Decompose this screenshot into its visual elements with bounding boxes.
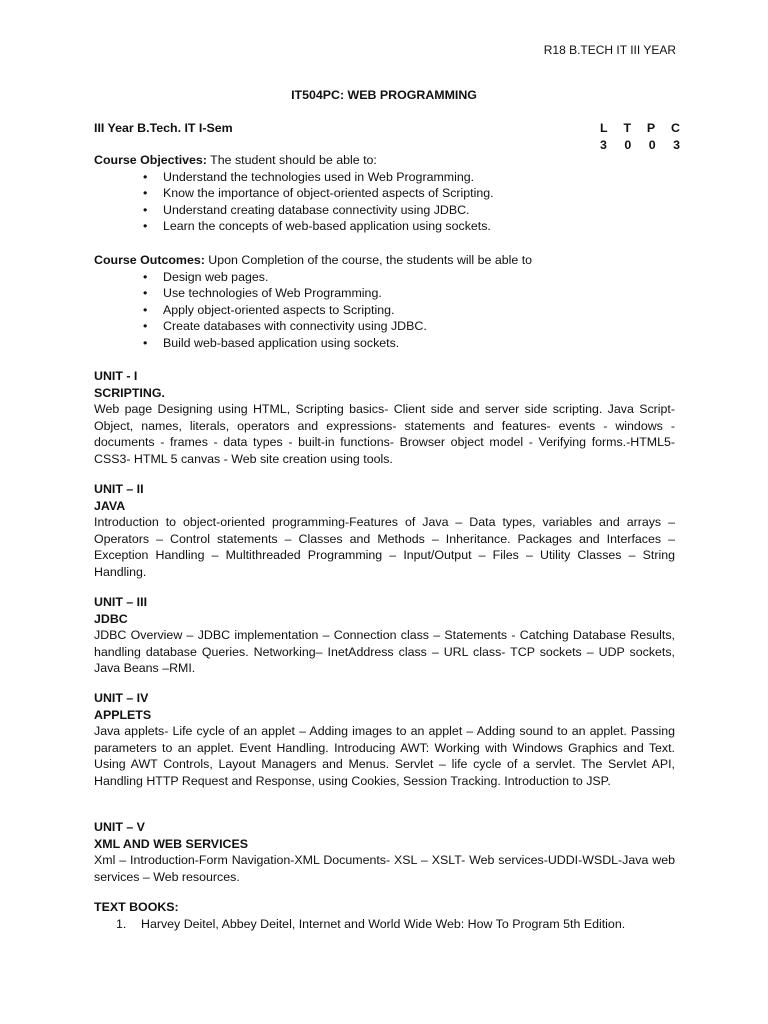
unit-label: UNIT – II bbox=[94, 482, 144, 496]
ltpc-label-p: P bbox=[646, 121, 656, 135]
year-semester: III Year B.Tech. IT I-Sem bbox=[94, 121, 233, 135]
unit-4 bbox=[94, 690, 675, 790]
list-item: • Design web pages. bbox=[94, 269, 675, 286]
page-header: R18 B.TECH IT III YEAR bbox=[543, 43, 676, 57]
unit-name: JAVA bbox=[94, 498, 126, 513]
unit-body: Java applets- Life cycle of an applet – Adding images to an applet – Adding sound to an applet. Passing parameters to an applet. Event Handling. Introducing AWT: Working with Windows Graphics and Text. Using AWT Controls, Layout Managers and Menus. Servlet – life cycle of a servlet. The Servlet API, Handling HTTP Request and Response, using Cookies, Session Tracking. Introduction to JSP. bbox=[94, 724, 675, 788]
unit-label: UNIT – IV bbox=[94, 691, 149, 705]
ltpc-value-t: 0 bbox=[624, 137, 632, 152]
list-item: • Understand creating database connectivity using JDBC. bbox=[94, 202, 675, 219]
unit-body: Xml – Introduction-Form Navigation-XML Documents- XSL – XSLT- Web services-UDDI-WSDL-Java web services – Web resources. bbox=[94, 853, 675, 884]
unit-name-line bbox=[94, 836, 675, 853]
unit-name-line bbox=[94, 498, 675, 515]
list-item: • Create databases with connectivity using JDBC. bbox=[94, 318, 675, 335]
unit-body: Introduction to object-oriented programming-Features of Java – Data types, variables and arrays – Operators – Control statements – Classes and Methods – Inheritance. Packages and Interfaces – Exception Handling – Multithreaded Programming – Input/Output – Files – Utility Classes – String Handling. bbox=[94, 515, 675, 579]
objectives-heading: Course Objectives: bbox=[94, 153, 207, 167]
unit-label: UNIT – III bbox=[94, 595, 148, 609]
textbook-text: Harvey Deitel, Abbey Deitel, Internet and World Wide Web: How To Program 5th Edition. bbox=[141, 916, 626, 931]
ltpc-label-c: C bbox=[671, 121, 680, 135]
outcomes-intro-line bbox=[94, 252, 675, 269]
unit-5 bbox=[94, 819, 675, 885]
objectives-list bbox=[94, 169, 675, 235]
unit-name-line bbox=[94, 385, 675, 402]
list-item bbox=[94, 916, 675, 933]
course-objectives bbox=[94, 152, 675, 235]
unit-1 bbox=[94, 368, 675, 468]
objectives-intro: The student should be able to: bbox=[206, 153, 377, 167]
unit-name: SCRIPTING bbox=[94, 385, 162, 400]
unit-3 bbox=[94, 594, 675, 677]
list-item: • Understand the technologies used in Web Programming. bbox=[94, 169, 675, 186]
course-outcomes bbox=[94, 252, 675, 352]
unit-name: APPLETS bbox=[94, 707, 152, 722]
list-item: • Know the importance of object-oriented aspects of Scripting. bbox=[94, 185, 675, 202]
unit-body: JDBC Overview – JDBC implementation – Connection class – Statements - Catching Database Results, handling database Queries. Networking– InetAddress class – URL class- TCP sockets – UDP sockets, Java Beans –RMI. bbox=[94, 628, 675, 676]
ltpc-labels bbox=[600, 120, 680, 137]
list-item: • Apply object-oriented aspects to Scripting. bbox=[94, 302, 675, 319]
unit-label: UNIT - I bbox=[94, 369, 138, 383]
unit-2 bbox=[94, 481, 675, 581]
ltpc-values bbox=[600, 137, 680, 154]
ltpc-value-c: 3 bbox=[673, 137, 680, 152]
ltpc-value-l: 3 bbox=[600, 137, 607, 152]
unit-body: Web page Designing using HTML, Scripting basics- Client side and server side scripting. Java Script-Object, names, literals, operators and expressions- statements and features- events - windows - documents - frames - data types - built-in functions- Browser object model - Verifying forms.-HTML5-CSS3- HTML 5 canvas - Web site creation using tools. bbox=[94, 402, 675, 466]
text-books bbox=[94, 899, 675, 932]
unit-label: UNIT – V bbox=[94, 820, 145, 834]
list-number: 1. bbox=[116, 916, 127, 931]
outcomes-list bbox=[94, 269, 675, 352]
ltpc-value-p: 0 bbox=[648, 137, 656, 152]
unit-name: JDBC bbox=[94, 611, 128, 626]
unit-name: XML AND WEB SERVICES bbox=[94, 836, 248, 851]
ltpc-table bbox=[600, 120, 680, 153]
textbooks-list bbox=[94, 916, 675, 933]
ltpc-label-l: L bbox=[600, 121, 608, 135]
objectives-intro-line bbox=[94, 152, 675, 169]
unit-name-line bbox=[94, 707, 675, 724]
list-item: • Learn the concepts of web-based application using sockets. bbox=[94, 218, 675, 235]
ltpc-label-t: T bbox=[623, 121, 632, 135]
list-item: • Build web-based application using sockets. bbox=[94, 335, 675, 352]
unit-name-suffix: . bbox=[161, 385, 165, 400]
course-title: IT504PC: WEB PROGRAMMING bbox=[291, 88, 477, 102]
unit-name-line bbox=[94, 611, 675, 628]
outcomes-heading: Course Outcomes: bbox=[94, 253, 205, 267]
textbooks-heading: TEXT BOOKS: bbox=[94, 900, 179, 914]
outcomes-intro: Upon Completion of the course, the students will be able to bbox=[204, 253, 533, 267]
list-item: • Use technologies of Web Programming. bbox=[94, 285, 675, 302]
